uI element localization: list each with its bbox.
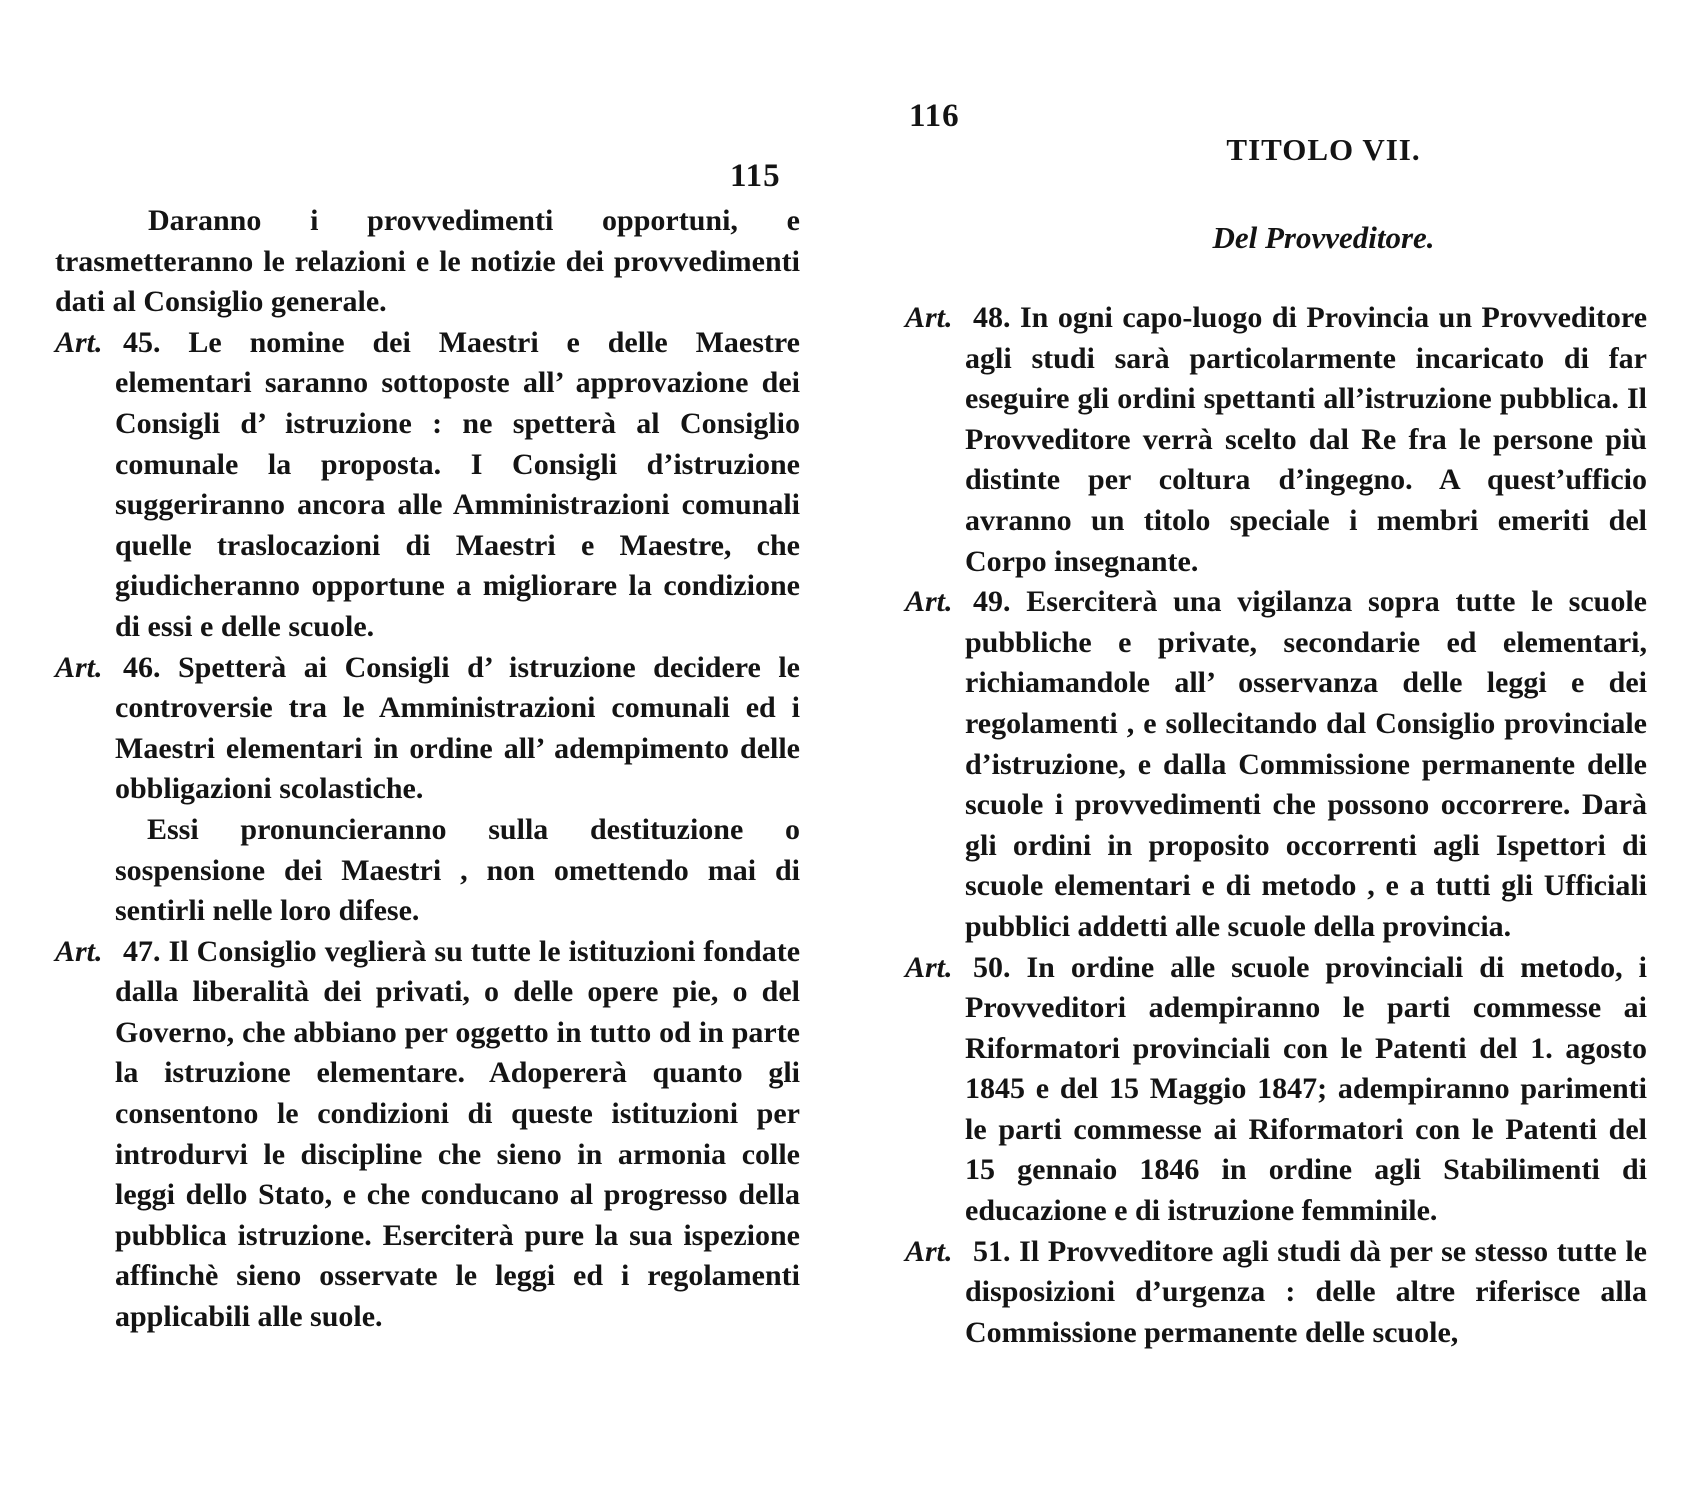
article-number: 48.: [973, 301, 1011, 334]
page-number: 115: [730, 158, 781, 194]
article-text: Le nomine dei Maestri e delle Maestre elementari saranno sottoposte all’ approvazione dei Consigli d’ istruzione : ne spetterà al Consiglio comunale la proposta. I Consigli d’istruzione suggeriranno ancora alle Amministrazioni comunali quelle traslocazioni di Maestri e Maestre, che giudicheranno opportune a migliorare la condizione di essi e delle scuole.: [115, 325, 800, 643]
article-text: In ogni capo-luogo di Provincia un Provveditore agli studi sarà particolarmente incaricato di far eseguire gli ordini spettanti all’istruzione pubblica. Il Provveditore verrà scelto dal Re fra le persone più distinte per coltura d’ingegno. A quest’ufficio avranno un titolo speciale i membri emeriti del Corpo insegnante.: [965, 301, 1648, 578]
left-text-column: [55, 201, 800, 1338]
article-47: [55, 932, 800, 1338]
article-text: Il Provveditore agli studi dà per se stesso tutte le disposizioni d’urgenza : delle altre riferisce alla Commissione permanente delle scuole,: [965, 1234, 1647, 1349]
article-label: Art.: [55, 325, 103, 359]
article-number: 46.: [123, 650, 161, 684]
article-text: Il Consiglio veglierà su tutte le istituzioni fondate dalla liberalità dei privati, o delle opere pie, o del Governo, che abbiano per oggetto in tutto od in parte la istruzione elementare. Adopererà quanto gli consentono le condizioni di queste istituzioni per introdurvi le discipline che sieno in armonia colle leggi dello Stato, e che conducano al progresso della pubblica istruzione. Eserciterà pure la sua ispezione affinchè sieno osservate le leggi ed i regolamenti applicabili alle suole.: [115, 934, 801, 1334]
page-number: 116: [909, 98, 960, 134]
article-text: Eserciterà una vigilanza sopra tutte le scuole pubbliche e private, secondarie ed elementari, richiamandole all’ osservanza delle leggi e dei regolamenti , e sollecitando dal Consiglio provinciale d’istruzione, e dalla Commissione permanente delle scuole i provvedimenti che possono occorrere. Darà gli ordini in proposito occorrenti agli Ispettori di scuole elementari e di metodo , e a tutti gli Ufficiali pubblici addetti alle scuole della provincia.: [965, 585, 1647, 943]
article-label: Art.: [905, 301, 953, 334]
section-title: TITOLO VII.: [1226, 132, 1421, 167]
article-number: 45.: [123, 325, 161, 359]
article-label: Art.: [905, 1234, 953, 1268]
article-49: [905, 582, 1647, 947]
right-page: [849, 0, 1698, 1500]
article-text: Spetterà ai Consigli d’ istruzione decidere le controversie tra le Amministrazioni comunali ed i Maestri elementari in ordine all’ adempimento delle obbligazioni scolastiche.: [115, 650, 800, 806]
article-48: [905, 298, 1647, 582]
article-label: Art.: [55, 934, 103, 968]
article-number: 50.: [973, 950, 1011, 984]
section-subtitle: Del Provveditore.: [1212, 220, 1435, 255]
article-45: [55, 323, 800, 648]
article-label: Art.: [55, 650, 103, 684]
right-text-column: [905, 298, 1647, 1353]
article-label: Art.: [905, 950, 953, 984]
article-46: [55, 648, 800, 810]
article-number: 51.: [973, 1234, 1011, 1268]
article-label: Art.: [905, 585, 953, 619]
article-number: 49.: [973, 585, 1011, 619]
article-number: 47.: [123, 934, 161, 968]
article-text: In ordine alle scuole provinciali di metodo, i Provveditori adempiranno le parti commesse ai Riformatori provinciali con le Patenti del 1. agosto 1845 e del 15 Maggio 1847; adempiranno parimenti le parti commesse ai Riformatori con le Patenti del 15 gennaio 1846 in ordine agli Stabilimenti di educazione e di istruzione femminile.: [965, 950, 1647, 1228]
article-50: [905, 948, 1647, 1232]
paragraph: Essi pronuncieranno sulla destituzione o sospensione dei Maestri , non omettendo mai di sentirli nelle loro difese.: [115, 812, 800, 928]
opening-paragraph: Daranno i provvedimenti opportuni, e trasmetteranno le relazioni e le notizie dei provvedimenti dati al Consiglio generale.: [55, 204, 800, 319]
article-51: [905, 1232, 1647, 1354]
